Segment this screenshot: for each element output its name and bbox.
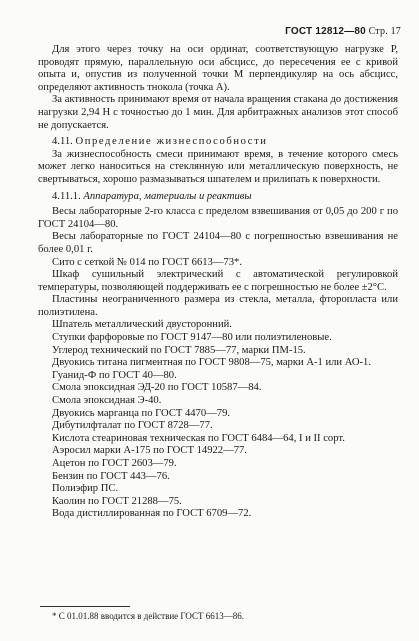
list-item: Ацетон по ГОСТ 2603—79.: [52, 458, 177, 469]
list-item: Шкаф сушильный электрический с автоматической регулировкой температуры, позволяющей поддерживать ее с погрешностью не более ±2°С.: [38, 269, 398, 293]
footnote-divider: [40, 606, 130, 607]
list-item: Бензин по ГОСТ 443—76.: [52, 470, 170, 482]
paragraph-activity: За активность принимают время от начала вращения стакана до достижения нагрузки 2,94 Н с точностью до 1 мин. Для арбитражных анализов этот способ не допускается.: [38, 94, 398, 131]
section-number: 4.11.1.: [52, 190, 81, 202]
list-item: Полиэфир ПС.: [52, 483, 119, 495]
section-4-11-1-heading: [38, 191, 398, 204]
footnote: * С 01.01.88 вводится в действие ГОСТ 6613—86.: [52, 611, 244, 621]
list-item: Аэросил марки А-175 по ГОСТ 14922—77.: [52, 445, 247, 457]
standard-number: ГОСТ 12812—80: [285, 26, 366, 37]
page-number: Стр. 17: [368, 26, 401, 37]
page-body: [38, 44, 398, 521]
list-item: Сито с сеткой № 014 по ГОСТ 6613—73*.: [52, 256, 242, 268]
paragraph-ordinate: Для этого через точку на оси ординат, соответствующую нагрузке Р, проводят прямую, параллельную оси абсцисс, до пересечения ее с кривой опыта и, опустив из полученной точки М перпендикуляр на ось абсцисс, определяют активность тнокола (точка А).: [38, 44, 398, 93]
list-item: Шпатель металлический двусторонний.: [52, 319, 232, 331]
list-item: Пластины неограниченного размера из стекла, металла, фторопласта или полиэтилена.: [38, 294, 398, 318]
list-item: Смола эпоксидная Э-40.: [52, 395, 162, 407]
section-number: 4.11.: [52, 136, 73, 148]
paragraph-pot-life: За жизнеспособность смеси принимают время, в течение которого смесь может легко наноситься на стеклянную или металлическую поверхность, не свертываться, хорошо размазываться шпателем и прилипать к поверхности.: [38, 148, 398, 185]
list-item: Вода дистиллированная по ГОСТ 6709—72.: [52, 508, 252, 520]
list-item: Гуанид-Ф по ГОСТ 40—80.: [52, 369, 177, 381]
list-item: Кислота стеариновая техническая по ГОСТ 6484—64, I и II сорт.: [52, 432, 345, 444]
list-item: Весы лабораторные 2-го класса с пределом взвешивания от 0,05 до 200 г по ГОСТ 24104—80.: [38, 206, 398, 230]
section-title: Определение жизнеспособности: [75, 136, 268, 148]
section-4-11-heading: [38, 136, 398, 149]
list-item: Двуокись марганца по ГОСТ 4470—79.: [52, 407, 231, 419]
list-item: Ступки фарфоровые по ГОСТ 9147—80 или полиэтиленовые.: [52, 332, 332, 344]
list-item: Двуокись титана пигментная по ГОСТ 9808—75, марки А-1 или АО-1.: [52, 357, 371, 369]
page-header: [285, 26, 401, 37]
list-item: Смола эпоксидная ЭД-20 по ГОСТ 10587—84.: [52, 382, 262, 394]
section-title: Аппаратура, материалы и реактивы: [83, 190, 252, 202]
list-item: Весы лабораторные по ГОСТ 24104—80 с погрешностью взвешивания не более 0,01 г.: [38, 231, 398, 255]
list-item: Каолин по ГОСТ 21288—75.: [52, 495, 182, 507]
list-item: Дибутилфталат по ГОСТ 8728—77.: [52, 420, 213, 432]
list-item: Углерод технический по ГОСТ 7885—77, марки ПМ-15.: [52, 344, 306, 356]
